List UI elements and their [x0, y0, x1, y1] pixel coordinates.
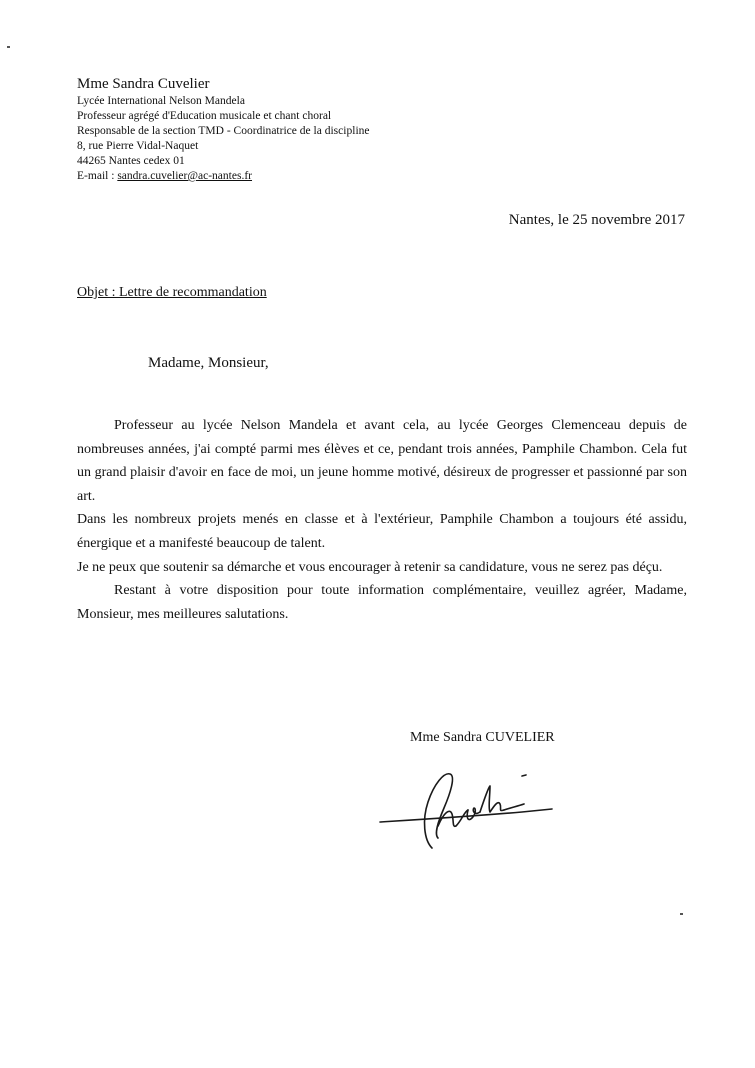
- scan-speck: [680, 913, 683, 915]
- body-paragraph-1: Professeur au lycée Nelson Mandela et avant cela, au lycée Georges Clemenceau depuis de nombreuses années, j'ai compté parmi mes élèves et ce, pendant trois années, Pamphile Chambon. Cela fut un grand plaisir d'avoir en face de moi, un jeune homme motivé, désireux de progresser et passionné par son art.: [77, 418, 687, 504]
- body-paragraph-2: Dans les nombreux projets menés en classe et à l'extérieur, Pamphile Chambon a toujours été assidu, énergique et a manifesté beaucoup de talent.: [77, 512, 687, 551]
- letter-subject: Objet : Lettre de recommandation: [77, 285, 267, 300]
- sender-name: Mme Sandra Cuvelier: [77, 76, 210, 92]
- sender-role: Responsable de la section TMD - Coordinatrice de la discipline: [77, 123, 370, 137]
- sender-email-line: [77, 168, 370, 183]
- letter-body: [77, 414, 687, 626]
- sender-title: Professeur agrégé d'Education musicale et chant choral: [77, 108, 332, 122]
- sender-block: [77, 75, 382, 183]
- sender-street: 8, rue Pierre Vidal-Naquet: [77, 138, 199, 152]
- sender-school: Lycée International Nelson Mandela: [77, 93, 245, 107]
- scan-speck: [7, 46, 10, 48]
- salutation: Madame, Monsieur,: [148, 355, 269, 371]
- sender-city: 44265 Nantes cedex 01: [77, 153, 185, 167]
- signer-name: Mme Sandra CUVELIER: [410, 730, 555, 745]
- email-label: E-mail :: [77, 168, 118, 182]
- letter-date: Nantes, le 25 novembre 2017: [508, 212, 685, 228]
- email-link[interactable]: sandra.cuvelier@ac-nantes.fr: [117, 168, 253, 182]
- body-paragraph-3: Je ne peux que soutenir sa démarche et vous encourager à retenir sa candidature, vous ne serez pas déçu.: [77, 559, 663, 575]
- body-paragraph-4: Restant à votre disposition pour toute information complémentaire, veuillez agréer, Madame, Monsieur, mes meilleures salutations.: [77, 583, 687, 622]
- handwritten-signature: [372, 760, 562, 860]
